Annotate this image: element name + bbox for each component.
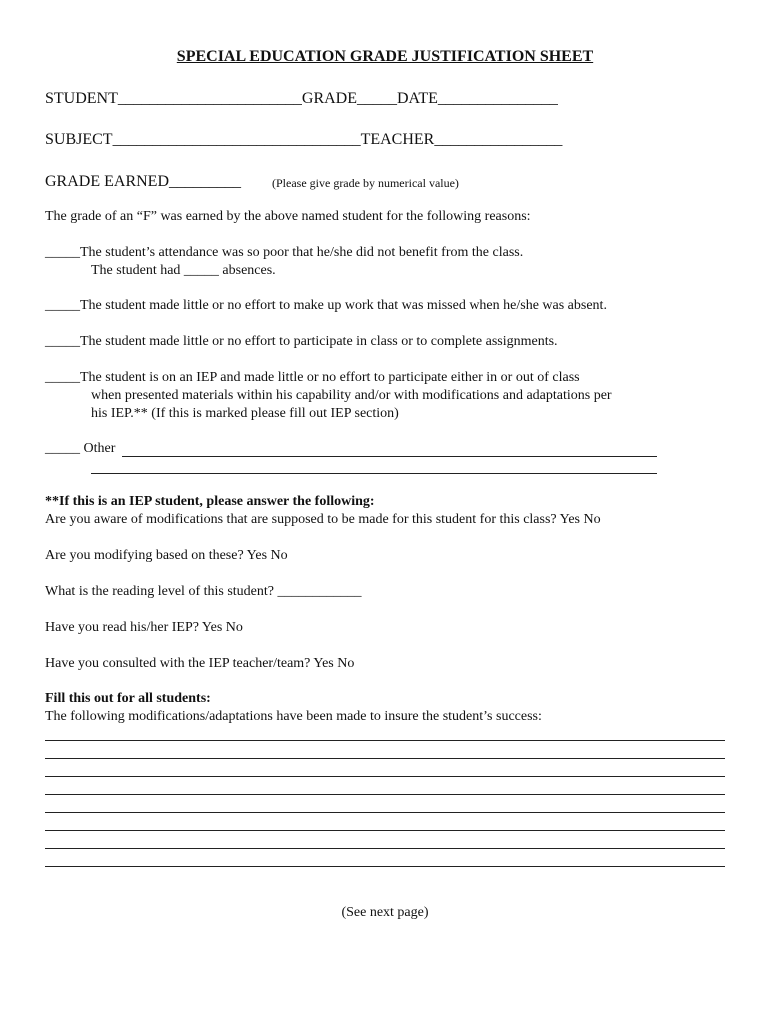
modifications-line[interactable] [45, 848, 725, 849]
iep-question-read-iep[interactable]: Have you read his/her IEP? Yes No [45, 620, 243, 635]
other-line-1[interactable] [122, 456, 657, 457]
modifications-line[interactable] [45, 812, 725, 813]
iep-question-consulted[interactable]: Have you consulted with the IEP teacher/team? Yes No [45, 656, 355, 671]
other-line-2[interactable] [91, 473, 657, 474]
modifications-line[interactable] [45, 776, 725, 777]
form-title: SPECIAL EDUCATION GRADE JUSTIFICATION SHEET [176, 48, 594, 65]
modifications-line[interactable] [45, 830, 725, 831]
reason-attendance-absences[interactable]: The student had _____ absences. [91, 263, 276, 278]
grade-earned-field[interactable]: GRADE EARNED_________ [45, 173, 241, 190]
reason-iep-line2: when presented materials within his capability and/or with modifications and adaptations per [91, 388, 612, 403]
iep-section-heading: **If this is an IEP student, please answer the following: [45, 494, 375, 509]
reason-attendance[interactable]: _____The student’s attendance was so poor that he/she did not benefit from the class. [45, 245, 524, 260]
reason-participate[interactable]: _____The student made little or no effort to participate in class or to complete assignments. [45, 334, 558, 349]
reason-makeup[interactable]: _____The student made little or no effort to make up work that was missed when he/she was absent. [45, 298, 607, 313]
modifications-line[interactable] [45, 758, 725, 759]
modifications-line[interactable] [45, 794, 725, 795]
iep-question-aware[interactable]: Are you aware of modifications that are supposed to be made for this student for this class? Yes No [45, 512, 601, 527]
reason-iep-line3: his IEP.** (If this is marked please fill out IEP section) [91, 406, 399, 421]
iep-question-modifying[interactable]: Are you modifying based on these? Yes No [45, 548, 288, 563]
all-students-heading: Fill this out for all students: [45, 691, 211, 706]
reason-iep-line1[interactable]: _____The student is on an IEP and made little or no effort to participate either in or out of class [45, 370, 580, 385]
intro-text: The grade of an “F” was earned by the above named student for the following reasons: [45, 209, 531, 224]
iep-question-reading-level[interactable]: What is the reading level of this student? ____________ [45, 584, 362, 599]
modifications-line[interactable] [45, 866, 725, 867]
see-next-page: (See next page) [341, 905, 429, 920]
modifications-line[interactable] [45, 740, 725, 741]
student-grade-date-field[interactable]: STUDENT_______________________GRADE_____DATE_______________ [45, 90, 558, 107]
reason-other[interactable]: _____ Other [45, 441, 116, 456]
all-students-text: The following modifications/adaptations have been made to insure the student’s success: [45, 709, 542, 724]
subject-teacher-field[interactable]: SUBJECT_______________________________TEACHER________________ [45, 131, 563, 148]
grade-earned-note: (Please give grade by numerical value) [272, 176, 459, 190]
